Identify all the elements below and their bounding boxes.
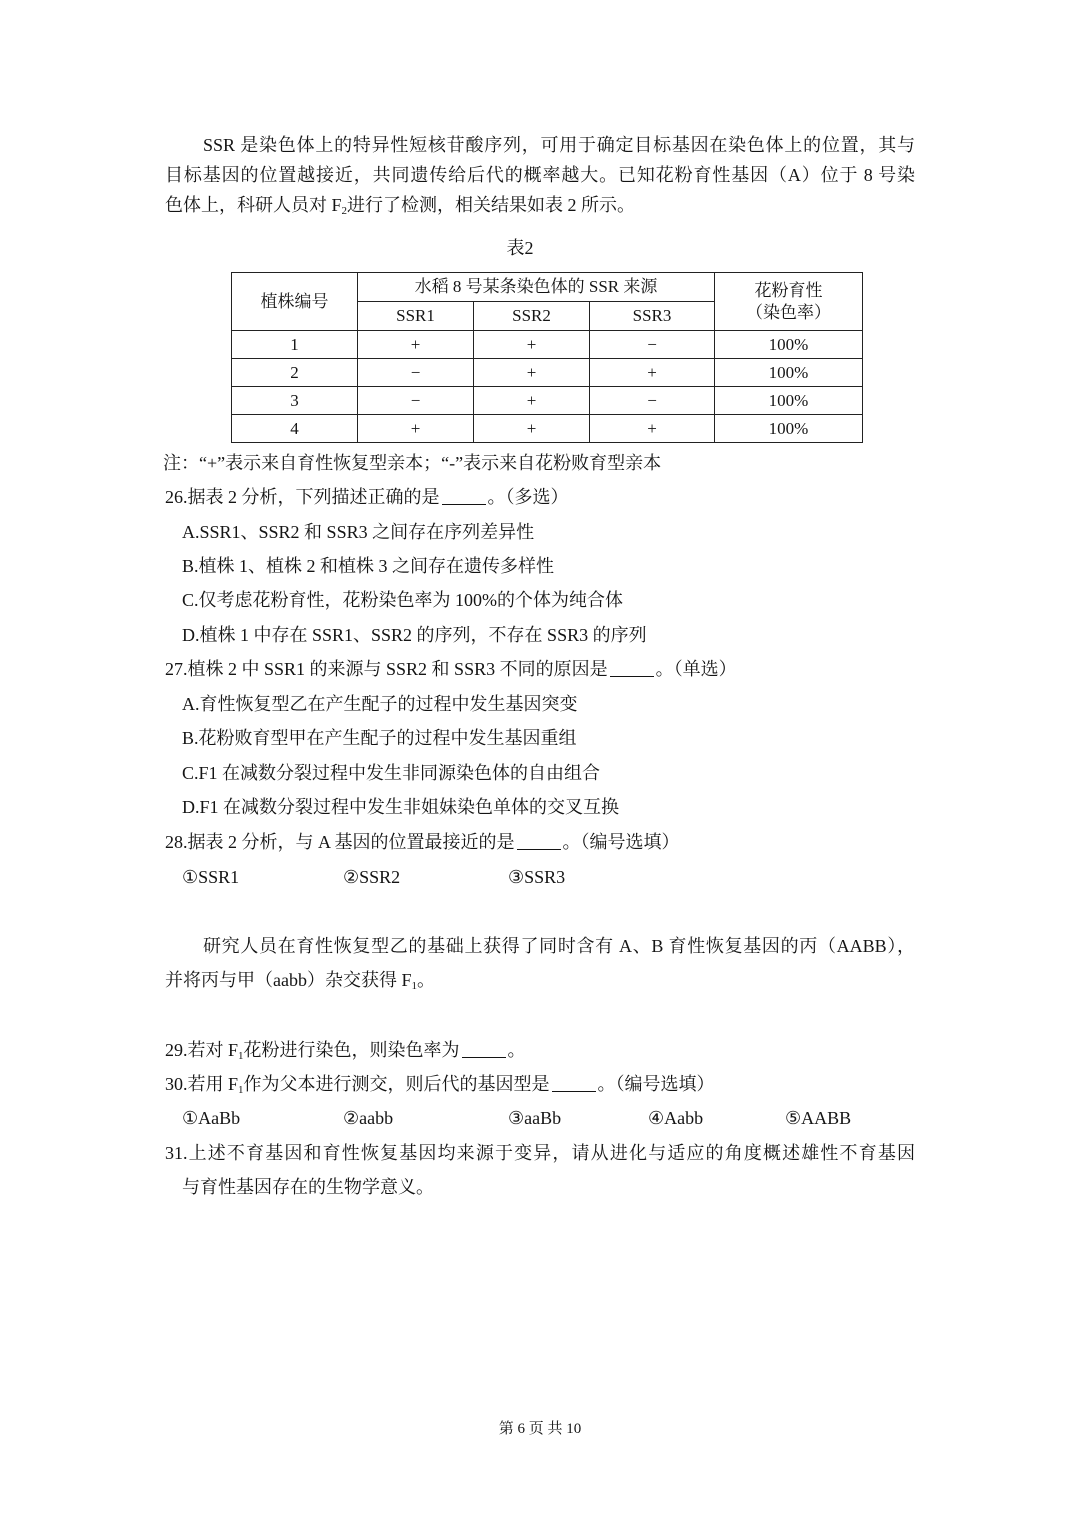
cell-plant: 2 — [232, 359, 358, 387]
answer-blank — [462, 1039, 506, 1058]
cell-fertility: 100% — [715, 415, 863, 443]
cell-ssr3: + — [590, 415, 715, 443]
question-26-stem: 26.据表 2 分析，下列描述正确的是 — [165, 487, 440, 507]
q26-option-c: C.仅考虑花粉育性，花粉染色率为 100%的个体为纯合体 — [182, 590, 623, 610]
q30-choice-3: ③aaBb — [508, 1108, 562, 1128]
question-27 — [165, 657, 737, 681]
intro-line-3 — [165, 193, 635, 217]
q27-option-b: B.花粉败育型甲在产生配子的过程中发生基因重组 — [182, 728, 577, 748]
header-ssr-source: 水稻 8 号某条染色体的 SSR 来源 — [358, 273, 715, 302]
page-number: 第 6 页 共 10 — [498, 1421, 582, 1437]
cell-ssr1: − — [358, 359, 474, 387]
q26-option-d: D.植株 1 中存在 SSR1、SSR2 的序列，不存在 SSR3 的序列 — [182, 625, 647, 645]
cell-fertility: 100% — [715, 387, 863, 415]
cell-ssr1: + — [358, 415, 474, 443]
cell-ssr2: + — [474, 415, 590, 443]
q28-choice-1: ①SSR1 — [182, 867, 240, 887]
intro-line-2: 目标基因的位置越接近，共同遗传给后代的概率越大。已知花粉育性基因（A）位于 8 号染 — [165, 165, 915, 185]
cell-plant: 3 — [232, 387, 358, 415]
q30-choice-1: ①AaBb — [182, 1108, 241, 1128]
header-ssr3: SSR3 — [590, 302, 715, 331]
question-29-stem-end: 花粉进行染色，则染色率为 — [243, 1040, 460, 1060]
ssr-table — [231, 272, 863, 443]
answer-blank — [517, 831, 561, 850]
question-29 — [165, 1038, 526, 1062]
cell-ssr3: − — [590, 387, 715, 415]
subscript: 2 — [341, 205, 348, 217]
question-28-stem: 28.据表 2 分析，与 A 基因的位置最接近的是 — [165, 832, 515, 852]
question-31-line-1: 31.上述不育基因和育性恢复基因均来源于变异，请从进化与适应的角度概述雄性不育基因 — [165, 1143, 915, 1163]
question-29-suffix: 。 — [507, 1040, 526, 1060]
question-30-stem: 30.若用 F — [165, 1074, 239, 1094]
q27-option-a: A.育性恢复型乙在产生配子的过程中发生基因突变 — [182, 694, 578, 714]
q26-option-b: B.植株 1、植株 2 和植株 3 之间存在遗传多样性 — [182, 556, 555, 576]
question-26 — [165, 485, 569, 509]
subscript: 1 — [411, 980, 417, 992]
question-30-stem-end: 作为父本进行测交，则后代的基因型是 — [243, 1074, 550, 1094]
header-ssr1: SSR1 — [358, 302, 474, 331]
question-31-line-2: 与育性基因存在的生物学意义。 — [182, 1177, 434, 1197]
cell-plant: 4 — [232, 415, 358, 443]
question-29-stem: 29.若对 F — [165, 1040, 239, 1060]
q28-choice-3: ③SSR3 — [508, 867, 566, 887]
intro-line-3-text: 色体上，科研人员对 F — [165, 195, 342, 215]
cell-ssr2: + — [474, 331, 590, 359]
q26-option-a: A.SSR1、SSR2 和 SSR3 之间存在序列差异性 — [182, 522, 535, 542]
question-28 — [165, 830, 680, 854]
table-row — [232, 359, 863, 387]
subscript: 1 — [238, 1050, 244, 1062]
answer-blank — [552, 1073, 596, 1092]
q30-choice-4: ④Aabb — [648, 1108, 704, 1128]
header-pollen-fertility-line1: 花粉育性 — [754, 280, 823, 300]
table-row — [232, 415, 863, 443]
cell-ssr3: + — [590, 359, 715, 387]
question-28-type: 。（编号选填） — [562, 832, 680, 852]
table-row — [232, 331, 863, 359]
question-27-type: 。（单选） — [655, 659, 737, 679]
cell-ssr3: − — [590, 331, 715, 359]
header-pollen-fertility — [715, 273, 863, 331]
cell-ssr2: + — [474, 387, 590, 415]
table-row — [232, 387, 863, 415]
question-27-stem: 27.植株 2 中 SSR1 的来源与 SSR2 和 SSR3 不同的原因是 — [165, 659, 608, 679]
table-title: 表2 — [506, 238, 534, 258]
cell-fertility: 100% — [715, 359, 863, 387]
intro-line-1: SSR 是染色体上的特异性短核苷酸序列，可用于确定目标基因在染色体上的位置，其与 — [203, 135, 915, 155]
question-26-type: 。（多选） — [487, 487, 569, 507]
intro-line-3-text-end: 进行了检测，相关结果如表 2 所示。 — [347, 195, 636, 215]
cell-ssr1: − — [358, 387, 474, 415]
cell-fertility: 100% — [715, 331, 863, 359]
paragraph-2-text-end: 。 — [417, 970, 435, 990]
answer-blank — [442, 486, 486, 505]
paragraph-2-text: 并将丙与甲（aabb）杂交获得 F — [165, 970, 412, 990]
q30-choice-2: ②aabb — [343, 1108, 394, 1128]
q27-option-d: D.F1 在减数分裂过程中发生非姐妹染色单体的交叉互换 — [182, 797, 620, 817]
header-plant-id: 植株编号 — [232, 273, 358, 331]
question-30 — [165, 1072, 715, 1096]
q30-choice-5: ⑤AABB — [785, 1108, 852, 1128]
answer-blank — [610, 658, 654, 677]
cell-ssr2: + — [474, 359, 590, 387]
question-30-type: 。（编号选填） — [597, 1074, 715, 1094]
cell-ssr1: + — [358, 331, 474, 359]
cell-plant: 1 — [232, 331, 358, 359]
header-ssr2: SSR2 — [474, 302, 590, 331]
subscript: 1 — [238, 1084, 244, 1096]
paragraph-2-line-1: 研究人员在育性恢复型乙的基础上获得了同时含有 A、B 育性恢复基因的丙（AABB）， — [203, 936, 915, 956]
header-pollen-fertility-line2: （染色率） — [746, 302, 831, 322]
q28-choice-2: ②SSR2 — [343, 867, 401, 887]
table-note: 注：“+”表示来自育性恢复型亲本；“-”表示来自花粉败育型亲本 — [163, 453, 662, 473]
paragraph-2-line-2 — [165, 968, 435, 992]
q27-option-c: C.F1 在减数分裂过程中发生非同源染色体的自由组合 — [182, 763, 601, 783]
